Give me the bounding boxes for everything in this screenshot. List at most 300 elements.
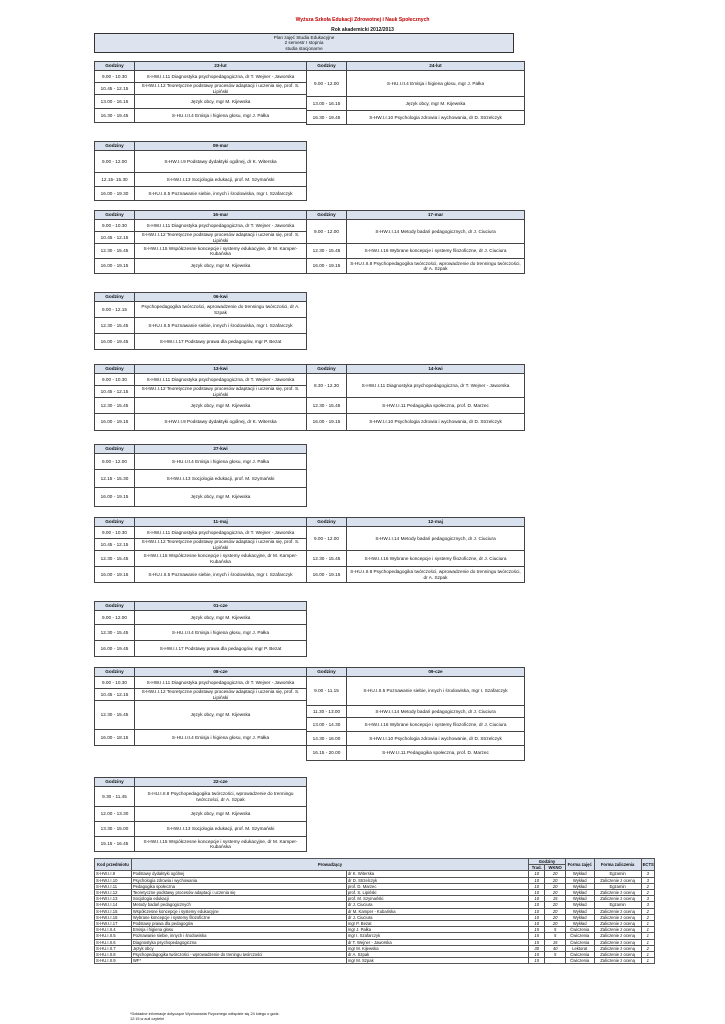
subject-code: S-HW.I.I.14 xyxy=(95,902,132,908)
time-slot: 9.00 - 10.30 xyxy=(95,677,135,689)
subject-code: S-HU.I.II.8 xyxy=(95,952,132,958)
school-name: Wyższa Szkoła Edukacji Zdrowotnej i Nauk Społecznych xyxy=(295,17,430,23)
day-date: 08-cze xyxy=(135,668,307,677)
class-entry: S-HW.I.I.16 Wybrane koncepcje i systemy filozoficzne, dr J. Ciuciura xyxy=(347,718,525,732)
schedule-row xyxy=(307,398,525,414)
hours-header: Godziny xyxy=(95,142,135,151)
day-table xyxy=(94,292,307,350)
assessment-form: Zaliczenie z oceną xyxy=(594,896,641,902)
schedule-row xyxy=(307,718,525,732)
assessment-form: Zaliczenie z oceną xyxy=(594,933,641,939)
schedule-row xyxy=(307,527,525,551)
schedule-row xyxy=(95,334,307,350)
schedule-row xyxy=(95,730,307,746)
hours-wkno: 20 xyxy=(545,902,565,908)
subject-name: Socjologia edukacji xyxy=(131,896,346,902)
schedule-row xyxy=(95,244,307,259)
class-entry: Psychopedagogika twórczości, wprowadzenie do trenningu twórczości, dr A. Szpak xyxy=(135,302,307,318)
class-form: Wykład xyxy=(565,896,594,902)
hours-trad: 10 xyxy=(529,921,545,927)
day-date: 16-mar xyxy=(135,211,307,220)
class-form: Wykład xyxy=(565,908,594,914)
schedule-row xyxy=(95,259,307,274)
hours-header: Godziny xyxy=(95,445,135,454)
class-form: Ćwiczenia xyxy=(565,952,594,958)
day-table xyxy=(94,517,307,583)
assessment-form: Zaliczenie z oceną xyxy=(594,945,641,951)
col-ects: ECTS xyxy=(641,859,654,871)
subject-lecturer: mgr M. Kijewska xyxy=(346,945,528,951)
time-slot: 10.45 - 12.15 xyxy=(95,539,135,551)
schedule-row xyxy=(307,732,525,746)
subject-lecturer: prof. S. Lipiński xyxy=(346,889,528,895)
class-entry: S-HW.I.I.15 Współczesne koncepcje i systemy edukacyjne, dr M. Kamper-Kubańska xyxy=(135,244,307,259)
schedule-row xyxy=(95,386,307,398)
schedule-row xyxy=(95,787,307,807)
subject-lecturer: dr D. Strzelczyk xyxy=(346,877,528,883)
time-slot: 12.30 - 15.45 xyxy=(95,318,135,334)
class-entry: S-HW.I.I.11 Diagnostyka psychopedagogiczna, dr T. Wejner - Jaworska xyxy=(135,71,307,83)
day-header-row xyxy=(95,602,307,611)
ects-points: 3 xyxy=(641,902,654,908)
hours-header: Godziny xyxy=(95,602,135,611)
subject-lecturer: prof. M. Szymański xyxy=(346,896,528,902)
time-slot: 12.30 - 15.45 xyxy=(95,551,135,567)
schedule-row xyxy=(95,551,307,567)
assessment-form: Zaliczenie z oceną xyxy=(594,927,641,933)
schedule-row xyxy=(95,641,307,657)
subject-lecturer: dr J. Ciuciura xyxy=(346,914,528,920)
class-entry: S-HW.I.I.12 Teoretyczne podstawy procesów adaptacji i uczenia się, prof. S. Lipiński xyxy=(135,83,307,95)
hours-trad: 10 xyxy=(529,871,545,877)
subject-code: S-HU.I.II.9 xyxy=(95,958,132,964)
hours-trad: 10 xyxy=(529,914,545,920)
class-entry: S-HU.I.II.8 Psychopedagogika twórczości, wprowadzenie do trenningu twórczości, dr A. Szpak xyxy=(347,567,525,583)
schedule-row xyxy=(307,71,525,97)
ects-points: 2 xyxy=(641,914,654,920)
class-entry: S-HW.I.I.15 Współczesne koncepcje i systemy edukacyjne, dr M. Kamper-Kubańska xyxy=(135,551,307,567)
time-slot: 12.30 - 15.45 xyxy=(307,398,347,414)
day-table xyxy=(306,61,525,125)
time-slot: 15.15 - 16.45 xyxy=(95,837,135,852)
class-form: Wykład xyxy=(565,902,594,908)
schedule-row xyxy=(95,95,307,109)
subject-name: Diagnostyka psychopedagogiczna xyxy=(131,939,346,945)
class-entry: Język obcy, mgr M. Kijewska xyxy=(347,97,525,111)
hours-wkno: 5 xyxy=(545,952,565,958)
schedule-row xyxy=(307,567,525,583)
class-form: Wykład xyxy=(565,889,594,895)
day-header-row xyxy=(95,518,307,527)
subject-name: Podstawy prawa dla pedagogów xyxy=(131,921,346,927)
ects-points: 1 xyxy=(641,927,654,933)
schedule-row xyxy=(95,220,307,232)
time-slot: 9.00 - 10.30 xyxy=(95,220,135,232)
subject-name: Emisja i higiena głosu xyxy=(131,927,346,933)
schedule-row xyxy=(307,111,525,125)
hours-trad: 15 xyxy=(529,927,545,933)
class-entry: S-HW.I.I.13 Socjologia edukacji, prof. M. Szymański xyxy=(135,822,307,837)
subject-code: S-HU.I.II.7 xyxy=(95,945,132,951)
day-header-row xyxy=(95,365,307,374)
day-header-row xyxy=(307,668,525,677)
hours-trad: 15 xyxy=(529,933,545,939)
time-slot: 14.30 - 16.00 xyxy=(307,732,347,746)
assessment-form: Zaliczenie z oceną xyxy=(594,908,641,914)
class-form: Wykład xyxy=(565,883,594,889)
time-slot: 13.30 - 15.00 xyxy=(95,822,135,837)
time-slot: 10.45 - 12.15 xyxy=(95,689,135,701)
subject-code: S-HU.I.II.6 xyxy=(95,939,132,945)
class-entry: S-HW.I.I.9 Podstawy dydaktyki ogólnej, dr K. Witerska xyxy=(135,151,307,173)
day-header-row xyxy=(95,293,307,302)
class-entry: S-HU.I.II.4 Emisja i higiena głosu, mgr J. Pałka xyxy=(135,454,307,470)
class-entry: S-HW.I.I.16 Wybrane koncepcje i systemy filozoficzne, dr J. Ciuciura xyxy=(347,244,525,259)
schedule-row xyxy=(95,567,307,583)
class-entry: S-HW.I.I.14 Metody badań pedagogicznych, dr J. Ciuciura xyxy=(347,220,525,244)
ects-points: 1 xyxy=(641,958,654,964)
assessment-form: Egzamin xyxy=(594,871,641,877)
schedule-row xyxy=(95,822,307,837)
time-slot: 13.00 - 14.30 xyxy=(307,718,347,732)
schedule-row xyxy=(307,551,525,567)
day-date: 13-kwi xyxy=(135,365,307,374)
hours-trad: 10 xyxy=(529,877,545,883)
schedule-row xyxy=(95,837,307,852)
class-entry: S-HW.I.I.13 Socjologia edukacji, prof. M. Szymański xyxy=(135,470,307,488)
time-slot: 9.00 - 12.00 xyxy=(307,527,347,551)
subject-code: S-HW.I.I.15 xyxy=(95,908,132,914)
class-entry: S-HW.I.I.9 Podstawy dydaktyki ogólnej, dr K. Witerska xyxy=(135,414,307,431)
time-slot: 16.30 - 19.45 xyxy=(95,109,135,123)
hours-wkno: 20 xyxy=(545,914,565,920)
day-table xyxy=(94,364,307,431)
ects-points: 1 xyxy=(641,933,654,939)
subject-code: S-HU.I.II.5 xyxy=(95,933,132,939)
class-entry: Język obcy, mgr M. Kijewska xyxy=(135,95,307,109)
day-table xyxy=(306,210,525,274)
time-slot: 16.00 - 19.30 xyxy=(95,187,135,201)
class-entry: S-HW.I.I.12 Teoretyczne podstawy procesów adaptacji i uczenia się, prof. S. Lipiński xyxy=(135,539,307,551)
time-slot: 12.30 - 15.45 xyxy=(95,701,135,730)
subject-name: Język obcy xyxy=(131,945,346,951)
schedule-row xyxy=(95,302,307,318)
plan-line: Plan zajęć Studia Edukacyjne xyxy=(273,35,335,40)
time-slot: 16.00 - 19.15 xyxy=(307,567,347,583)
subject-row xyxy=(95,958,655,964)
time-slot: 16.30 - 19.45 xyxy=(307,111,347,125)
subject-lecturer: dr T. Wejner - Jaworska xyxy=(346,939,528,945)
class-entry: S-HW.I.I.10 Psychologia zdrowia i wychowania, dr D. Strzelczyk xyxy=(347,111,525,125)
time-slot: 11.30 - 13.00 xyxy=(307,706,347,718)
day-date: 06-kwi xyxy=(135,293,307,302)
class-form: Wykład xyxy=(565,914,594,920)
subject-name: Podstawy dydaktyki ogólnej xyxy=(131,871,346,877)
schedule-row xyxy=(307,677,525,706)
schedule-row xyxy=(95,232,307,244)
hours-wkno: 20 xyxy=(545,877,565,883)
time-slot: 16.00 - 19.15 xyxy=(307,259,347,274)
hours-header: Godziny xyxy=(307,211,347,220)
day-date: 22-cze xyxy=(135,778,307,787)
class-form: Wykład xyxy=(565,921,594,927)
subject-row xyxy=(95,933,655,939)
day-header-row xyxy=(95,778,307,787)
day-date: 24-lut xyxy=(347,62,525,71)
time-slot: 9.00 - 10.30 xyxy=(95,71,135,83)
subject-lecturer: mgr I. Szafarczyk xyxy=(346,933,528,939)
ects-points: 3 xyxy=(641,871,654,877)
subject-code: S-HW.I.I.10 xyxy=(95,877,132,883)
hours-trad: 10 xyxy=(529,889,545,895)
footnote: *Dokładne informacje dotyczące Wychowania Fizycznego odbędzie się 24 lutego o godz. 12:15 w auli czytelni xyxy=(130,1012,280,1021)
schedule-row xyxy=(307,746,525,761)
subject-lecturer: dr K. Witerska xyxy=(346,871,528,877)
ects-points: 2 xyxy=(641,945,654,951)
subject-lecturer: dr M. Kamper - Kubańska xyxy=(346,908,528,914)
schedule-row xyxy=(95,318,307,334)
hours-header: Godziny xyxy=(95,518,135,527)
plan-line: studia stacjonarne xyxy=(285,45,323,51)
schedule-row xyxy=(307,414,525,431)
day-header-row xyxy=(95,142,307,151)
hours-header: Godziny xyxy=(307,62,347,71)
subject-lecturer: dr A. Szpak xyxy=(346,952,528,958)
hours-header: Godziny xyxy=(95,62,135,71)
day-date: 23-lut xyxy=(135,62,307,71)
ects-points: 1 xyxy=(641,939,654,945)
hours-header: Godziny xyxy=(307,365,347,374)
subject-name: Teoretyczne podstawy procesów adaptacji i uczenia się xyxy=(131,889,346,895)
day-table xyxy=(306,364,525,431)
subject-code: S-HW.I.I.11 xyxy=(95,883,132,889)
subject-code: S-HW.I.I.16 xyxy=(95,914,132,920)
class-entry: S-HU.I.II.8 Psychopedagogika twórczości, wprowadzenie do trenningu twórczości, dr A. Szpak xyxy=(135,787,307,807)
day-table xyxy=(306,517,525,583)
hours-trad: 10 xyxy=(529,883,545,889)
subject-row xyxy=(95,939,655,945)
schedule-row xyxy=(95,151,307,173)
day-table xyxy=(94,444,307,507)
class-entry: S-HW.I.I.11 Pedagogika społeczna, prof. D. Marzec xyxy=(347,746,525,761)
day-header-row xyxy=(95,62,307,71)
schedule-row xyxy=(95,689,307,701)
day-table xyxy=(94,777,307,852)
class-entry: Język obcy, mgr M. Kijewska xyxy=(135,488,307,507)
class-entry: S-HU.I.II.5 Poznawanie siebie, innych i środowiska, mgr I. Szafarczyk xyxy=(347,677,525,706)
col-assessment: Forma zaliczenia xyxy=(594,859,641,871)
schedule-row xyxy=(307,259,525,274)
schedule-row xyxy=(95,71,307,83)
schedule-row xyxy=(95,374,307,386)
class-entry: S-HW.I.I.11 Diagnostyka psychopedagogiczna, dr T. Wejner - Jaworska xyxy=(135,527,307,539)
hours-trad: 15 xyxy=(529,958,545,964)
ects-points: 2 xyxy=(641,889,654,895)
assessment-form: Zaliczenie z oceną xyxy=(594,952,641,958)
time-slot: 10.45 - 12.15 xyxy=(95,83,135,95)
assessment-form: Egzamin xyxy=(594,902,641,908)
ects-points: 1 xyxy=(641,952,654,958)
schedule-row xyxy=(95,807,307,822)
time-slot: 16.00 - 19.15 xyxy=(307,414,347,431)
schedule-row xyxy=(95,488,307,507)
assessment-form: Zaliczenie z oceną xyxy=(594,877,641,883)
schedule-row xyxy=(95,539,307,551)
hours-trad: 10 xyxy=(529,908,545,914)
subject-name: Psychopedagogika twórczości - wprowadzenie do treningu twórczości xyxy=(131,952,346,958)
day-date: 09-cze xyxy=(347,668,525,677)
hours-header: Godziny xyxy=(95,211,135,220)
class-entry: S-HU.I.II.5 Poznawanie siebie, innych i środowiska, mgr I. Szafarczyk xyxy=(135,187,307,201)
hours-wkno: 15 xyxy=(545,939,565,945)
ects-points: 3 xyxy=(641,877,654,883)
day-date: 12-maj xyxy=(347,518,525,527)
hours-wkno: 20 xyxy=(545,871,565,877)
time-slot: 13.00 - 16.15 xyxy=(95,95,135,109)
schedule-row xyxy=(95,701,307,730)
time-slot: 9.30 - 11.45 xyxy=(95,787,135,807)
hours-trad: 15 xyxy=(529,939,545,945)
hours-header: Godziny xyxy=(307,668,347,677)
ects-points: 1 xyxy=(641,921,654,927)
day-table xyxy=(306,667,525,761)
class-form: Lektorat xyxy=(565,945,594,951)
schedule-row xyxy=(95,83,307,95)
hours-header: Godziny xyxy=(95,668,135,677)
subject-name: Metody badań pedagogicznych xyxy=(131,902,346,908)
class-form: Ćwiczenia xyxy=(565,939,594,945)
hours-header: Godziny xyxy=(95,293,135,302)
time-slot: 16.15 - 20.00 xyxy=(307,746,347,761)
day-table xyxy=(94,667,307,746)
subjects-table xyxy=(94,858,655,964)
class-entry: S-HW.I.I.14 Metody badań pedagogicznych, dr J. Ciuciura xyxy=(347,527,525,551)
ects-points: 2 xyxy=(641,883,654,889)
hours-wkno: 15 xyxy=(545,896,565,902)
time-slot: 9.00 - 12.00 xyxy=(95,151,135,173)
day-date: 17-mar xyxy=(347,211,525,220)
time-slot: 12.15- 15.30 xyxy=(95,173,135,187)
schedule-row xyxy=(307,706,525,718)
ects-points: 3 xyxy=(641,896,654,902)
hours-trad: 10 xyxy=(529,902,545,908)
time-slot: 16.00 - 19.15 xyxy=(95,488,135,507)
class-form: Ćwiczenia xyxy=(565,958,594,964)
time-slot: 12.15 - 15.30 xyxy=(95,470,135,488)
day-date: 14-kwi xyxy=(347,365,525,374)
class-entry: S-HU.I.II.8 Psychopedagogika twórczości, wprowadzenie do trenningu twórczości, dr A. Szpak xyxy=(347,259,525,274)
col-wkno: WKNO xyxy=(545,865,565,871)
time-slot: 9.00 - 12.15 xyxy=(95,302,135,318)
class-entry: S-HW.I.I.15 Współczesne koncepcje i systemy edukacyjne, dr M. Kamper-Kubańska xyxy=(135,837,307,852)
class-form: Wykład xyxy=(565,877,594,883)
class-entry: S-HU.I.II.4 Emisja i higiena głosu, mgr J. Pałka xyxy=(135,109,307,123)
day-date: 09-mar xyxy=(135,142,307,151)
schedule-row xyxy=(95,414,307,431)
col-lecturer: Prowadzący xyxy=(131,859,528,871)
day-header-row xyxy=(95,668,307,677)
day-table xyxy=(94,210,307,274)
time-slot: 9.00 - 12.00 xyxy=(95,611,135,625)
time-slot: 16.00 - 19.15 xyxy=(95,259,135,274)
class-entry: Język obcy, mgr M. Kijewska xyxy=(135,398,307,414)
class-entry: S-HW.I.I.12 Teoretyczne podstawy procesów adaptacji i uczenia się, prof. S. Lipiński xyxy=(135,689,307,701)
subject-code: S-HW.I.I.12 xyxy=(95,889,132,895)
plan-box xyxy=(94,33,514,53)
day-table xyxy=(94,141,307,201)
time-slot: 16.00 - 19.15 xyxy=(95,567,135,583)
day-date: 27-kwi xyxy=(135,445,307,454)
schedule-row xyxy=(95,109,307,123)
subject-code: S-HW.I.I.9 xyxy=(95,871,132,877)
time-slot: 10.45 - 12.15 xyxy=(95,386,135,398)
time-slot: 16.00 - 19.45 xyxy=(95,641,135,657)
subject-lecturer: dr J. Ciuciura xyxy=(346,902,528,908)
hours-wkno: 5 xyxy=(545,927,565,933)
class-entry: S-HW.I.I.10 Psychologia zdrowia i wychowanie, dr D. Strzelczyk xyxy=(347,732,525,746)
schedule-row xyxy=(307,374,525,398)
assessment-form: Zaliczenie z oceną xyxy=(594,889,641,895)
class-entry: Język obcy, mgr M. Kijewska xyxy=(135,807,307,822)
hours-trad: 30 xyxy=(529,945,545,951)
class-entry: S-HW.I.I.11 Diagnostyka psychopedagogiczna, dr T. Wejner - Jaworska xyxy=(135,677,307,689)
class-entry: S-HW.I.I.11 Diagnostyka psychopedagogiczna, dr T. Wejner - Jaworska xyxy=(347,374,525,398)
schedule-row xyxy=(95,187,307,201)
time-slot: 9.00 - 12.00 xyxy=(95,454,135,470)
hours-trad: 15 xyxy=(529,952,545,958)
schedule-row xyxy=(95,677,307,689)
plan-line: 2 semestr I stopnia xyxy=(284,40,324,46)
hours-header: Godziny xyxy=(95,778,135,787)
time-slot: 12.30 - 15.45 xyxy=(307,551,347,567)
class-entry: S-HU.I.II.5 Poznawanie siebie, innych i środowiska, mgr I. Szafarczyk xyxy=(135,567,307,583)
assessment-form: Zaliczenie z oceną xyxy=(594,958,641,964)
day-header-row xyxy=(307,62,525,71)
day-header-row xyxy=(307,518,525,527)
class-entry: S-HW.I.I.13 Socjologia edukacji, prof. M. Szymański xyxy=(135,173,307,187)
hours-wkno: 40 xyxy=(545,945,565,951)
subject-lecturer: mgr M. Szpak xyxy=(346,958,528,964)
day-table xyxy=(94,601,307,657)
assessment-form: Zaliczenie z oceną xyxy=(594,939,641,945)
col-code: Kod przedmiotu xyxy=(95,859,132,871)
schedule-row xyxy=(95,173,307,187)
class-entry: Język obcy, mgr M. Kijewska xyxy=(135,611,307,625)
class-entry: S-HW.I.I.11 Diagnostyka psychopedagogiczna, dr T. Wejner - Jaworska xyxy=(135,374,307,386)
hours-trad: 10 xyxy=(529,896,545,902)
subject-code: S-HU.I.II.4 xyxy=(95,927,132,933)
class-entry: S-HW.I.I.16 Wybrane koncepcje i systemy filozoficzne, dr J. Ciuciura xyxy=(347,551,525,567)
hours-wkno: 20 xyxy=(545,883,565,889)
time-slot: 9.00 - 10.30 xyxy=(95,527,135,539)
hours-wkno xyxy=(545,958,565,964)
assessment-form: Egzamin xyxy=(594,883,641,889)
assessment-form: Zaliczenie z oceną xyxy=(594,921,641,927)
class-entry: S-HW.I.I.17 Podstawy prawa dla pedagogów, mgr P. Bezat xyxy=(135,334,307,350)
schedule-row xyxy=(307,97,525,111)
subject-lecturer: prof. D. Marzec xyxy=(346,883,528,889)
time-slot: 9.00 - 12.00 xyxy=(307,71,347,97)
hours-header: Godziny xyxy=(307,518,347,527)
day-date: 11-maj xyxy=(135,518,307,527)
subject-name: Wybrane koncepcje i systemy filozoficzne xyxy=(131,914,346,920)
class-form: Ćwiczenia xyxy=(565,933,594,939)
academic-year: Rok akademicki 2012/2013 xyxy=(331,27,394,33)
subject-code: S-HW.I.I.13 xyxy=(95,896,132,902)
class-entry: S-HW.I.I.11 Pedagogika społeczna, prof. D. Marzec xyxy=(347,398,525,414)
class-entry: S-HW.I.I.11 Diagnostyka psychopedagogiczna, dr T. Wejner - Jaworska xyxy=(135,220,307,232)
schedule-row xyxy=(307,244,525,259)
